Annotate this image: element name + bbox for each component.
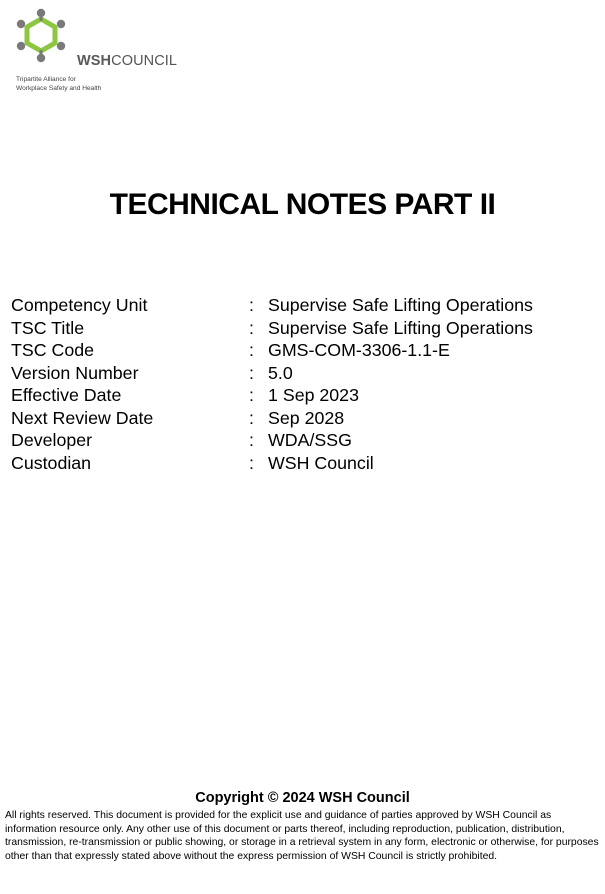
- wsh-council-logo: [14, 6, 178, 92]
- logo-tagline: [16, 76, 101, 93]
- meta-value: GMS-COM-3306-1.1-E: [268, 340, 450, 360]
- meta-value: 1 Sep 2023: [268, 385, 359, 405]
- meta-value: 5.0: [268, 362, 293, 383]
- meta-label: Version Number: [11, 362, 139, 383]
- meta-colon: :: [249, 295, 254, 315]
- meta-label: Developer: [11, 430, 93, 450]
- wsh-hexagon-people-icon: [14, 6, 74, 72]
- meta-colon: :: [249, 452, 254, 473]
- meta-value: WDA/SSG: [268, 430, 352, 450]
- meta-value: Supervise Safe Lifting Operations: [268, 295, 533, 315]
- logo-tagline-line-1: Tripartite Alliance for: [16, 76, 76, 83]
- copyright-heading: Copyright © 2024 WSH Council: [195, 790, 410, 806]
- meta-label: TSC Code: [11, 340, 95, 360]
- meta-colon: :: [249, 362, 254, 383]
- meta-label: Competency Unit: [11, 295, 148, 315]
- meta-value: Sep 2028: [268, 407, 345, 428]
- meta-colon: :: [249, 317, 254, 338]
- meta-label: Next Review Date: [11, 407, 154, 428]
- logo-tagline-line-2: Workplace Safety and Health: [16, 84, 102, 92]
- meta-label: Effective Date: [11, 385, 122, 405]
- document-title: TECHNICAL NOTES PART II: [109, 188, 496, 221]
- meta-label: Custodian: [11, 452, 92, 473]
- meta-value: WSH Council: [268, 452, 374, 473]
- copyright-notice: All rights reserved. This document is provided for the explicit use and guidance of parties approved by WSH Council as information resource only. Any other use of this document or parts thereof, including reproduction, publication, distribution, transmission, re-transmission or public showing, or storage in a retrieval system in any form, electronic or otherwise, for purposes other than that expressly stated above without the express permission of WSH Council is strictly prohibited.: [5, 810, 599, 862]
- meta-colon: :: [249, 430, 254, 450]
- meta-colon: :: [249, 407, 254, 428]
- meta-colon: :: [249, 385, 254, 405]
- meta-label: TSC Title: [11, 317, 85, 338]
- meta-colon: :: [249, 340, 254, 360]
- logo-wordmark: WSHCOUNCIL: [77, 53, 178, 69]
- meta-value: Supervise Safe Lifting Operations: [268, 317, 533, 338]
